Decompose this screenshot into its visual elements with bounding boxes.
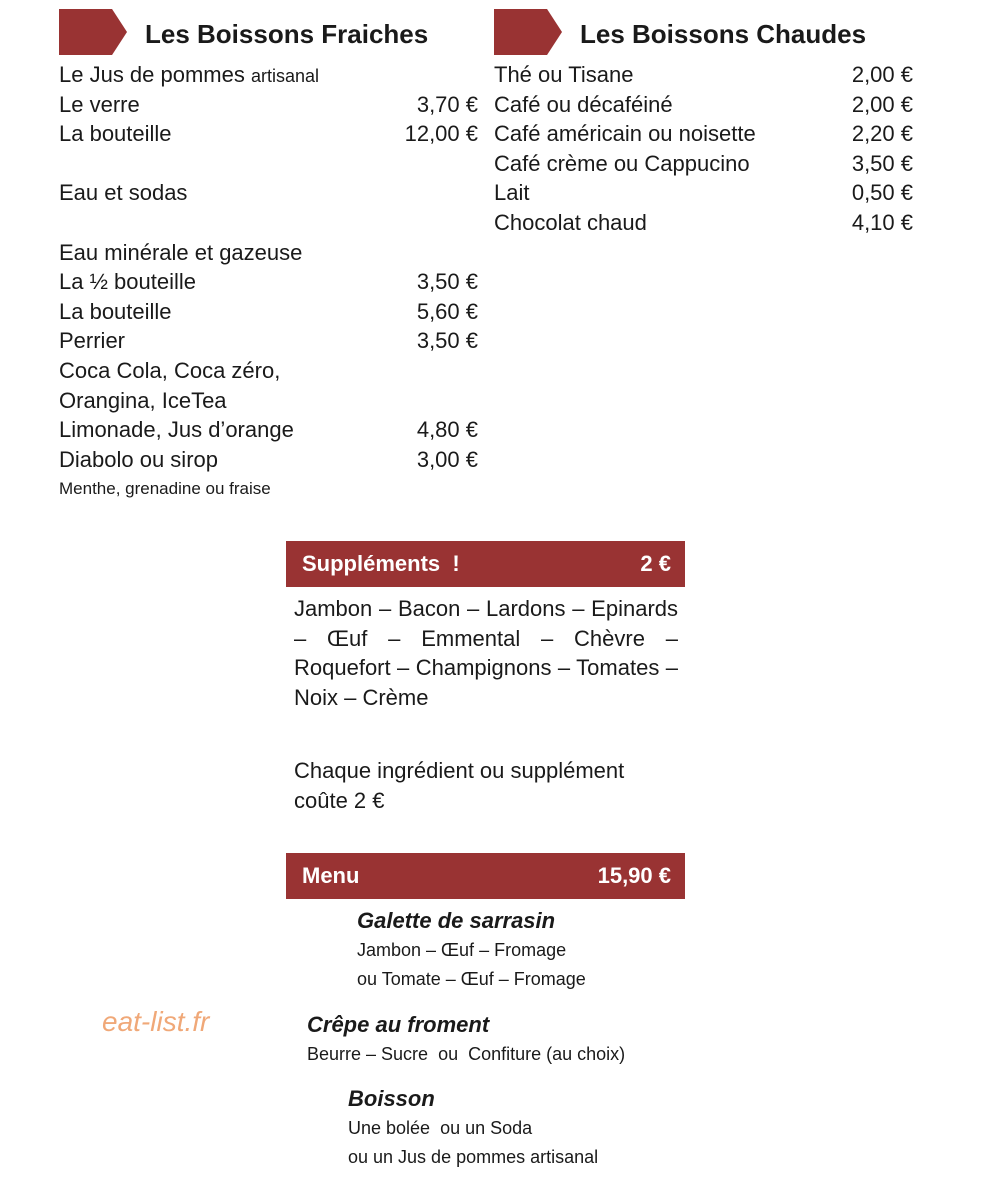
crepe-title: Crêpe au froment <box>307 1012 490 1037</box>
item-name: Thé ou Tisane <box>494 62 634 87</box>
list-item <box>59 415 478 445</box>
supplements-title: Suppléments ! <box>302 551 460 576</box>
item-name: Le Jus de pommes <box>59 62 245 87</box>
item-price: 3,50 € <box>416 328 478 354</box>
list-item <box>494 149 913 179</box>
cold-drinks-list <box>59 60 478 504</box>
list-item <box>59 178 478 208</box>
supplements-header <box>286 541 685 587</box>
spacer <box>59 208 478 238</box>
list-item <box>59 60 478 90</box>
cold-drinks-header <box>59 9 479 55</box>
item-name: Perrier <box>59 328 126 354</box>
galette-option-2: ou Tomate – Œuf – Fromage <box>357 969 586 989</box>
boisson-option-2: ou un Jus de pommes artisanal <box>348 1147 599 1167</box>
list-item <box>59 119 478 149</box>
item-price: 4,80 € <box>416 417 478 443</box>
cold-drinks-title: Les Boissons Fraiches <box>145 19 429 49</box>
watermark-text: eat-list.fr <box>102 1006 210 1037</box>
list-item <box>59 297 478 327</box>
menu-price: 15,90 € <box>597 863 671 888</box>
boisson-option-1: Une bolée ou un Soda <box>348 1118 533 1138</box>
item-name: Café américain ou noisette <box>494 121 756 147</box>
item-price: 3,50 € <box>416 269 478 295</box>
item-name: Limonade, Jus d’orange <box>59 417 294 443</box>
item-name: Diabolo ou sirop <box>59 446 218 472</box>
spacer <box>59 149 478 179</box>
menu-galette <box>357 906 586 994</box>
item-name: Eau minérale et gazeuse <box>59 239 303 265</box>
arrow-icon <box>59 9 127 55</box>
menu-crepe <box>307 1010 625 1069</box>
list-item <box>59 326 478 356</box>
list-item <box>59 386 478 416</box>
hot-drinks-header <box>494 9 914 55</box>
list-item <box>59 267 478 297</box>
boisson-title: Boisson <box>348 1086 435 1111</box>
hot-drinks-title: Les Boissons Chaudes <box>580 19 867 49</box>
item-name: Orangina, IceTea <box>59 387 227 413</box>
hot-drinks-list <box>494 60 913 238</box>
item-name: Coca Cola, Coca zéro, <box>59 357 281 383</box>
list-item <box>494 90 913 120</box>
item-name: Lait <box>494 180 530 206</box>
item-name: Chocolat chaud <box>494 209 647 235</box>
item-name: Le verre <box>59 91 140 117</box>
menu-header <box>286 853 685 899</box>
item-name: La bouteille <box>59 298 172 324</box>
menu-title: Menu <box>302 863 360 888</box>
supplements-list: Jambon – Bacon – Lardons – Epinards – Œuf – Emmental – Chèvre – Roquefort – Champignons – Tomates – Noix – Crème <box>294 596 678 710</box>
supplements-note: Chaque ingrédient ou supplément coûte 2 € <box>294 758 625 813</box>
list-item <box>59 238 478 268</box>
item-price: 3,00 € <box>416 446 478 472</box>
crepe-option: Beurre – Sucre ou Confiture (au choix) <box>307 1044 626 1064</box>
item-price: 12,00 € <box>404 121 478 147</box>
item-name: Eau et sodas <box>59 180 188 206</box>
list-item <box>59 356 478 386</box>
item-note <box>59 474 478 504</box>
galette-title: Galette de sarrasin <box>357 908 556 933</box>
list-item <box>494 119 913 149</box>
galette-option-1: Jambon – Œuf – Fromage <box>357 940 567 960</box>
item-price: 5,60 € <box>416 298 478 324</box>
item-price: 0,50 € <box>851 180 913 206</box>
item-name: La ½ bouteille <box>59 269 196 295</box>
item-name: Café crème ou Cappucino <box>494 150 750 176</box>
item-name: Café ou décaféiné <box>494 91 673 117</box>
item-price: 2,00 € <box>851 91 913 117</box>
supplements-price: 2 € <box>640 551 671 576</box>
item-price: 3,70 € <box>416 91 478 117</box>
note-text: Menthe, grenadine ou fraise <box>59 479 271 499</box>
item-price: 2,20 € <box>851 121 913 147</box>
list-item <box>494 178 913 208</box>
menu-boisson <box>348 1084 598 1172</box>
item-subtitle: artisanal <box>251 66 320 86</box>
list-item <box>494 208 913 238</box>
list-item <box>59 445 478 475</box>
list-item <box>59 90 478 120</box>
item-price: 3,50 € <box>851 150 913 176</box>
arrow-icon <box>494 9 562 55</box>
item-name: La bouteille <box>59 121 172 147</box>
item-price: 4,10 € <box>851 209 913 235</box>
list-item <box>494 60 913 90</box>
item-price: 2,00 € <box>851 62 913 87</box>
